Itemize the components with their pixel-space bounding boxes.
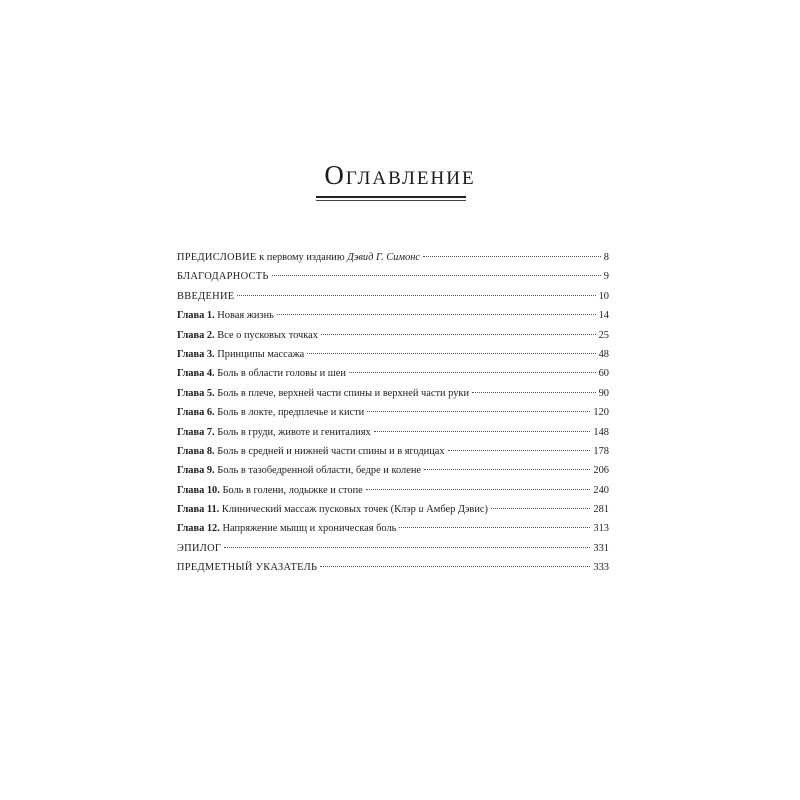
chapter-number: Глава 8. <box>177 445 215 457</box>
toc-page-number: 313 <box>593 523 609 535</box>
toc-entry-preface <box>177 248 609 267</box>
chapter-title: Боль в области головы и шеи <box>217 368 346 380</box>
toc-page-number: 60 <box>598 368 609 380</box>
toc-page-number: 240 <box>593 484 609 496</box>
toc-entry-chapter-9 <box>177 461 609 480</box>
dot-leader <box>277 314 596 315</box>
preface-author: Дэвид Г. Симонс <box>347 252 420 263</box>
toc-entry-title <box>177 403 364 422</box>
toc-entry-introduction <box>177 287 609 306</box>
chapter-title: Новая жизнь <box>217 310 274 322</box>
dot-leader <box>374 431 591 432</box>
chapter-number: Глава 4. <box>177 368 215 380</box>
toc-entry-chapter-11 <box>177 500 609 519</box>
dot-leader <box>224 547 590 548</box>
chapter-title: Напряжение мышц и хроническая боль <box>222 523 397 535</box>
toc-page-number: 333 <box>593 562 609 574</box>
dot-leader <box>307 353 595 354</box>
chapter-title: Боль в плече, верхней части спины и верхней части руки <box>217 387 470 399</box>
chapter-number: Глава 5. <box>177 387 215 399</box>
toc-entry-title <box>177 442 445 461</box>
toc-page-number: 9 <box>603 271 609 283</box>
chapter-title: Боль в средней и нижней части спины и в ягодицах <box>217 445 445 457</box>
toc-page-number: 178 <box>593 445 609 457</box>
chapter-title: Все о пусковых точках <box>217 329 318 341</box>
toc-entry-chapter-4 <box>177 364 609 383</box>
toc-entry-title <box>177 345 304 364</box>
dot-leader <box>472 392 596 393</box>
chapter-number: Глава 10. <box>177 484 220 496</box>
toc-entry-title: БЛАГОДАРНОСТЬ <box>177 271 269 283</box>
dot-leader <box>448 450 591 451</box>
toc-page-number: 120 <box>593 407 609 419</box>
toc-entry-chapter-1 <box>177 306 609 325</box>
chapter-title-conjunction: и <box>418 504 424 516</box>
chapter-number: Глава 9. <box>177 465 215 477</box>
toc-entry-chapter-8 <box>177 442 609 461</box>
toc-entry-chapter-6 <box>177 403 609 422</box>
chapter-number: Глава 6. <box>177 407 215 419</box>
toc-entry-title <box>177 306 274 325</box>
toc-page-number: 331 <box>593 542 609 554</box>
chapter-number: Глава 3. <box>177 348 215 360</box>
dot-leader <box>366 489 591 490</box>
title-underline-thin <box>316 200 466 201</box>
chapter-number: Глава 7. <box>177 426 215 438</box>
toc-entry-title: ПРЕДМЕТНЫЙ УКАЗАТЕЛЬ <box>177 562 318 574</box>
dot-leader <box>491 508 590 509</box>
dot-leader <box>399 527 590 528</box>
toc-page-number: 8 <box>603 252 609 263</box>
toc-entry-title <box>177 481 363 500</box>
preface-text: к первому изданию <box>256 252 348 263</box>
toc-page-number: 148 <box>593 426 609 438</box>
dot-leader <box>272 275 601 276</box>
toc-entry-chapter-5 <box>177 384 609 403</box>
toc-entry-chapter-2 <box>177 326 609 345</box>
chapter-title: Боль в груди, животе и гениталиях <box>217 426 371 438</box>
toc-page-number: 14 <box>598 310 609 322</box>
chapter-title-part: Амбер Дэвис) <box>423 504 488 516</box>
chapter-number: Глава 1. <box>177 310 215 322</box>
chapter-number: Глава 2. <box>177 329 215 341</box>
toc-entry-index <box>177 558 609 577</box>
toc-entry-title <box>177 384 469 403</box>
toc-entry-chapter-7 <box>177 423 609 442</box>
dot-leader <box>321 334 596 335</box>
table-of-contents <box>177 248 609 578</box>
title-underline <box>316 196 466 198</box>
chapter-title: Принципы массажа <box>217 348 305 360</box>
toc-page-number: 206 <box>593 465 609 477</box>
dot-leader <box>423 256 601 257</box>
chapter-title-part: Клинический массаж пусковых точек (Клэр <box>221 504 419 516</box>
toc-entry-epilogue <box>177 539 609 558</box>
toc-entry-acknowledgements <box>177 267 609 286</box>
toc-page-number: 10 <box>598 290 609 302</box>
dot-leader <box>320 566 590 567</box>
dot-leader <box>237 295 595 296</box>
chapter-title: Боль в голени, лодыжке и стопе <box>222 484 363 496</box>
toc-entry-title <box>177 519 396 538</box>
toc-entry-title <box>177 248 420 267</box>
dot-leader <box>349 372 596 373</box>
toc-page-number: 90 <box>598 387 609 399</box>
toc-entry-title <box>177 364 346 383</box>
toc-entry-chapter-10 <box>177 481 609 500</box>
chapter-title: Боль в локте, предплечье и кисти <box>217 407 365 419</box>
toc-entry-chapter-3 <box>177 345 609 364</box>
toc-entry-title <box>177 500 488 519</box>
chapter-number: Глава 12. <box>177 523 220 535</box>
toc-page-number: 25 <box>598 329 609 341</box>
page-title: Оглавление <box>324 160 476 190</box>
toc-entry-title <box>177 326 318 345</box>
toc-entry-title <box>177 461 421 480</box>
dot-leader <box>424 469 590 470</box>
toc-entry-title: ЭПИЛОГ <box>177 542 222 554</box>
toc-page-number: 281 <box>593 504 609 516</box>
toc-entry-chapter-12 <box>177 519 609 538</box>
chapter-number: Глава 11. <box>177 504 220 516</box>
dot-leader <box>367 411 590 412</box>
chapter-title: Боль в тазобедренной области, бедре и колене <box>217 465 421 477</box>
toc-page-number: 48 <box>598 348 609 360</box>
toc-entry-title <box>177 423 371 442</box>
preface-label: ПРЕДИСЛОВИЕ <box>177 252 257 263</box>
toc-entry-title: ВВЕДЕНИЕ <box>177 290 235 302</box>
